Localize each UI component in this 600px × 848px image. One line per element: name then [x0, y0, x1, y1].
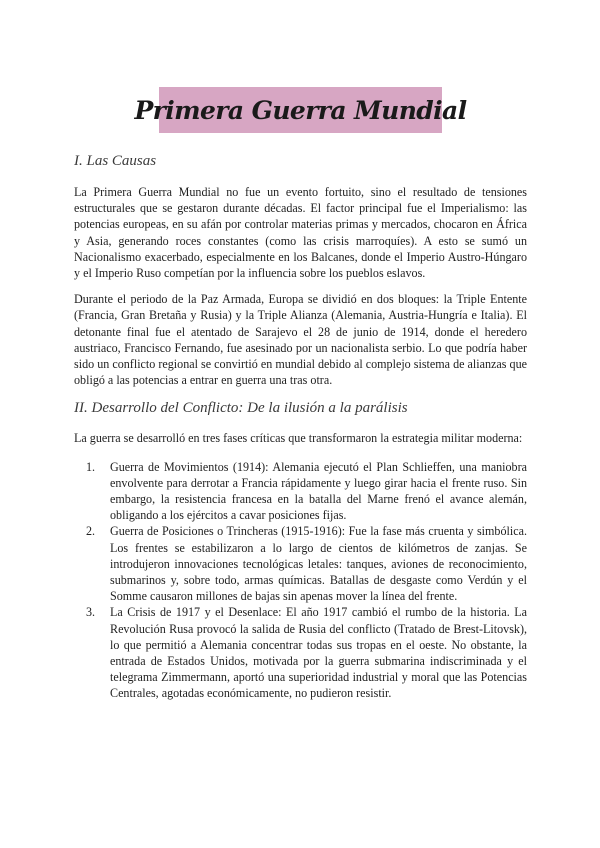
- list-item-number: 2.: [86, 524, 96, 539]
- list-item: [86, 604, 527, 701]
- list-item-number: 1.: [86, 459, 96, 474]
- section-heading-causas: I. Las Causas: [74, 153, 157, 169]
- section-heading-desarrollo: II. Desarrollo del Conflicto: De la ilusión a la parálisis: [74, 400, 408, 417]
- paragraph-causas-1: La Primera Guerra Mundial no fue un evento fortuito, sino el resultado de tensiones estructurales que se gestaron durante décadas. El factor principal fue el Imperialismo: las potencias europeas, en su afán por controlar materias primas y mercados, chocaron en África y Asia, generando roces constantes (como las crisis marroquíes). A esto se sumó un Nacionalismo exacerbado, especialmente en los Balcanes, donde el Imperio Austro-Húngaro y el Imperio Ruso competían por la influencia sobre los pueblos eslavos.: [74, 185, 527, 281]
- list-item-text: Guerra de Movimientos (1914): Alemania ejecutó el Plan Schlieffen, una maniobra envolvente para derrotar a Francia rápidamente y luego girar hacia el frente ruso. Sin embargo, la resistencia francesa en la batalla del Marne frenó el avance alemán, obligando a los ejércitos a cavar posiciones fijas.: [110, 459, 527, 523]
- title-highlight: [134, 87, 467, 133]
- list-item-number: 3.: [86, 605, 96, 620]
- document-body: [74, 151, 527, 702]
- document-title: Primera Guerra Mundial: [134, 95, 467, 125]
- paragraph-desarrollo-intro: La guerra se desarrolló en tres fases críticas que transformaron la estrategia militar moderna:: [74, 431, 523, 446]
- list-item-text: Guerra de Posiciones o Trincheras (1915-1916): Fue la fase más cruenta y simbólica. Los frentes se estabilizaron a lo largo de cientos de kilómetros de zanjas. Se introdujeron innovaciones tecnológicas letales: tanques, aviones de reconocimiento, submarinos y, sobre todo, armas químicas. Batallas de desgaste como Verdún y el Somme causaron millones de bajas sin apenas mover la línea del frente.: [110, 524, 527, 604]
- list-item: [86, 523, 527, 604]
- phases-list: [74, 459, 527, 702]
- list-item-text: La Crisis de 1917 y el Desenlace: El año 1917 cambió el rumbo de la historia. La Revolución Rusa provocó la salida de Rusia del conflicto (Tratado de Brest-Litovsk), lo que permitió a Alemania concentrar todas sus tropas en el oeste. No obstante, la entrada de Estados Unidos, motivada por la guerra submarina indiscriminada y el telegrama Zimmermann, aportó una superioridad industrial y moral que las Potencias Centrales, agotadas económicamente, no pudieron resistir.: [110, 605, 527, 701]
- list-item: [86, 459, 527, 524]
- paragraph-causas-2: Durante el periodo de la Paz Armada, Europa se dividió en dos bloques: la Triple Entente (Francia, Gran Bretaña y Rusia) y la Triple Alianza (Alemania, Austria-Hungría e Italia). El detonante final fue el atentado de Sarajevo el 28 de junio de 1914, donde el heredero austriaco, Francisco Fernando, fue asesinado por un nacionalista serbio. Lo que podría haber sido un conflicto regional se convirtió en mundial debido al complejo sistema de alianzas que obligó a las potencias a entrar en guerra una tras otra.: [74, 292, 527, 388]
